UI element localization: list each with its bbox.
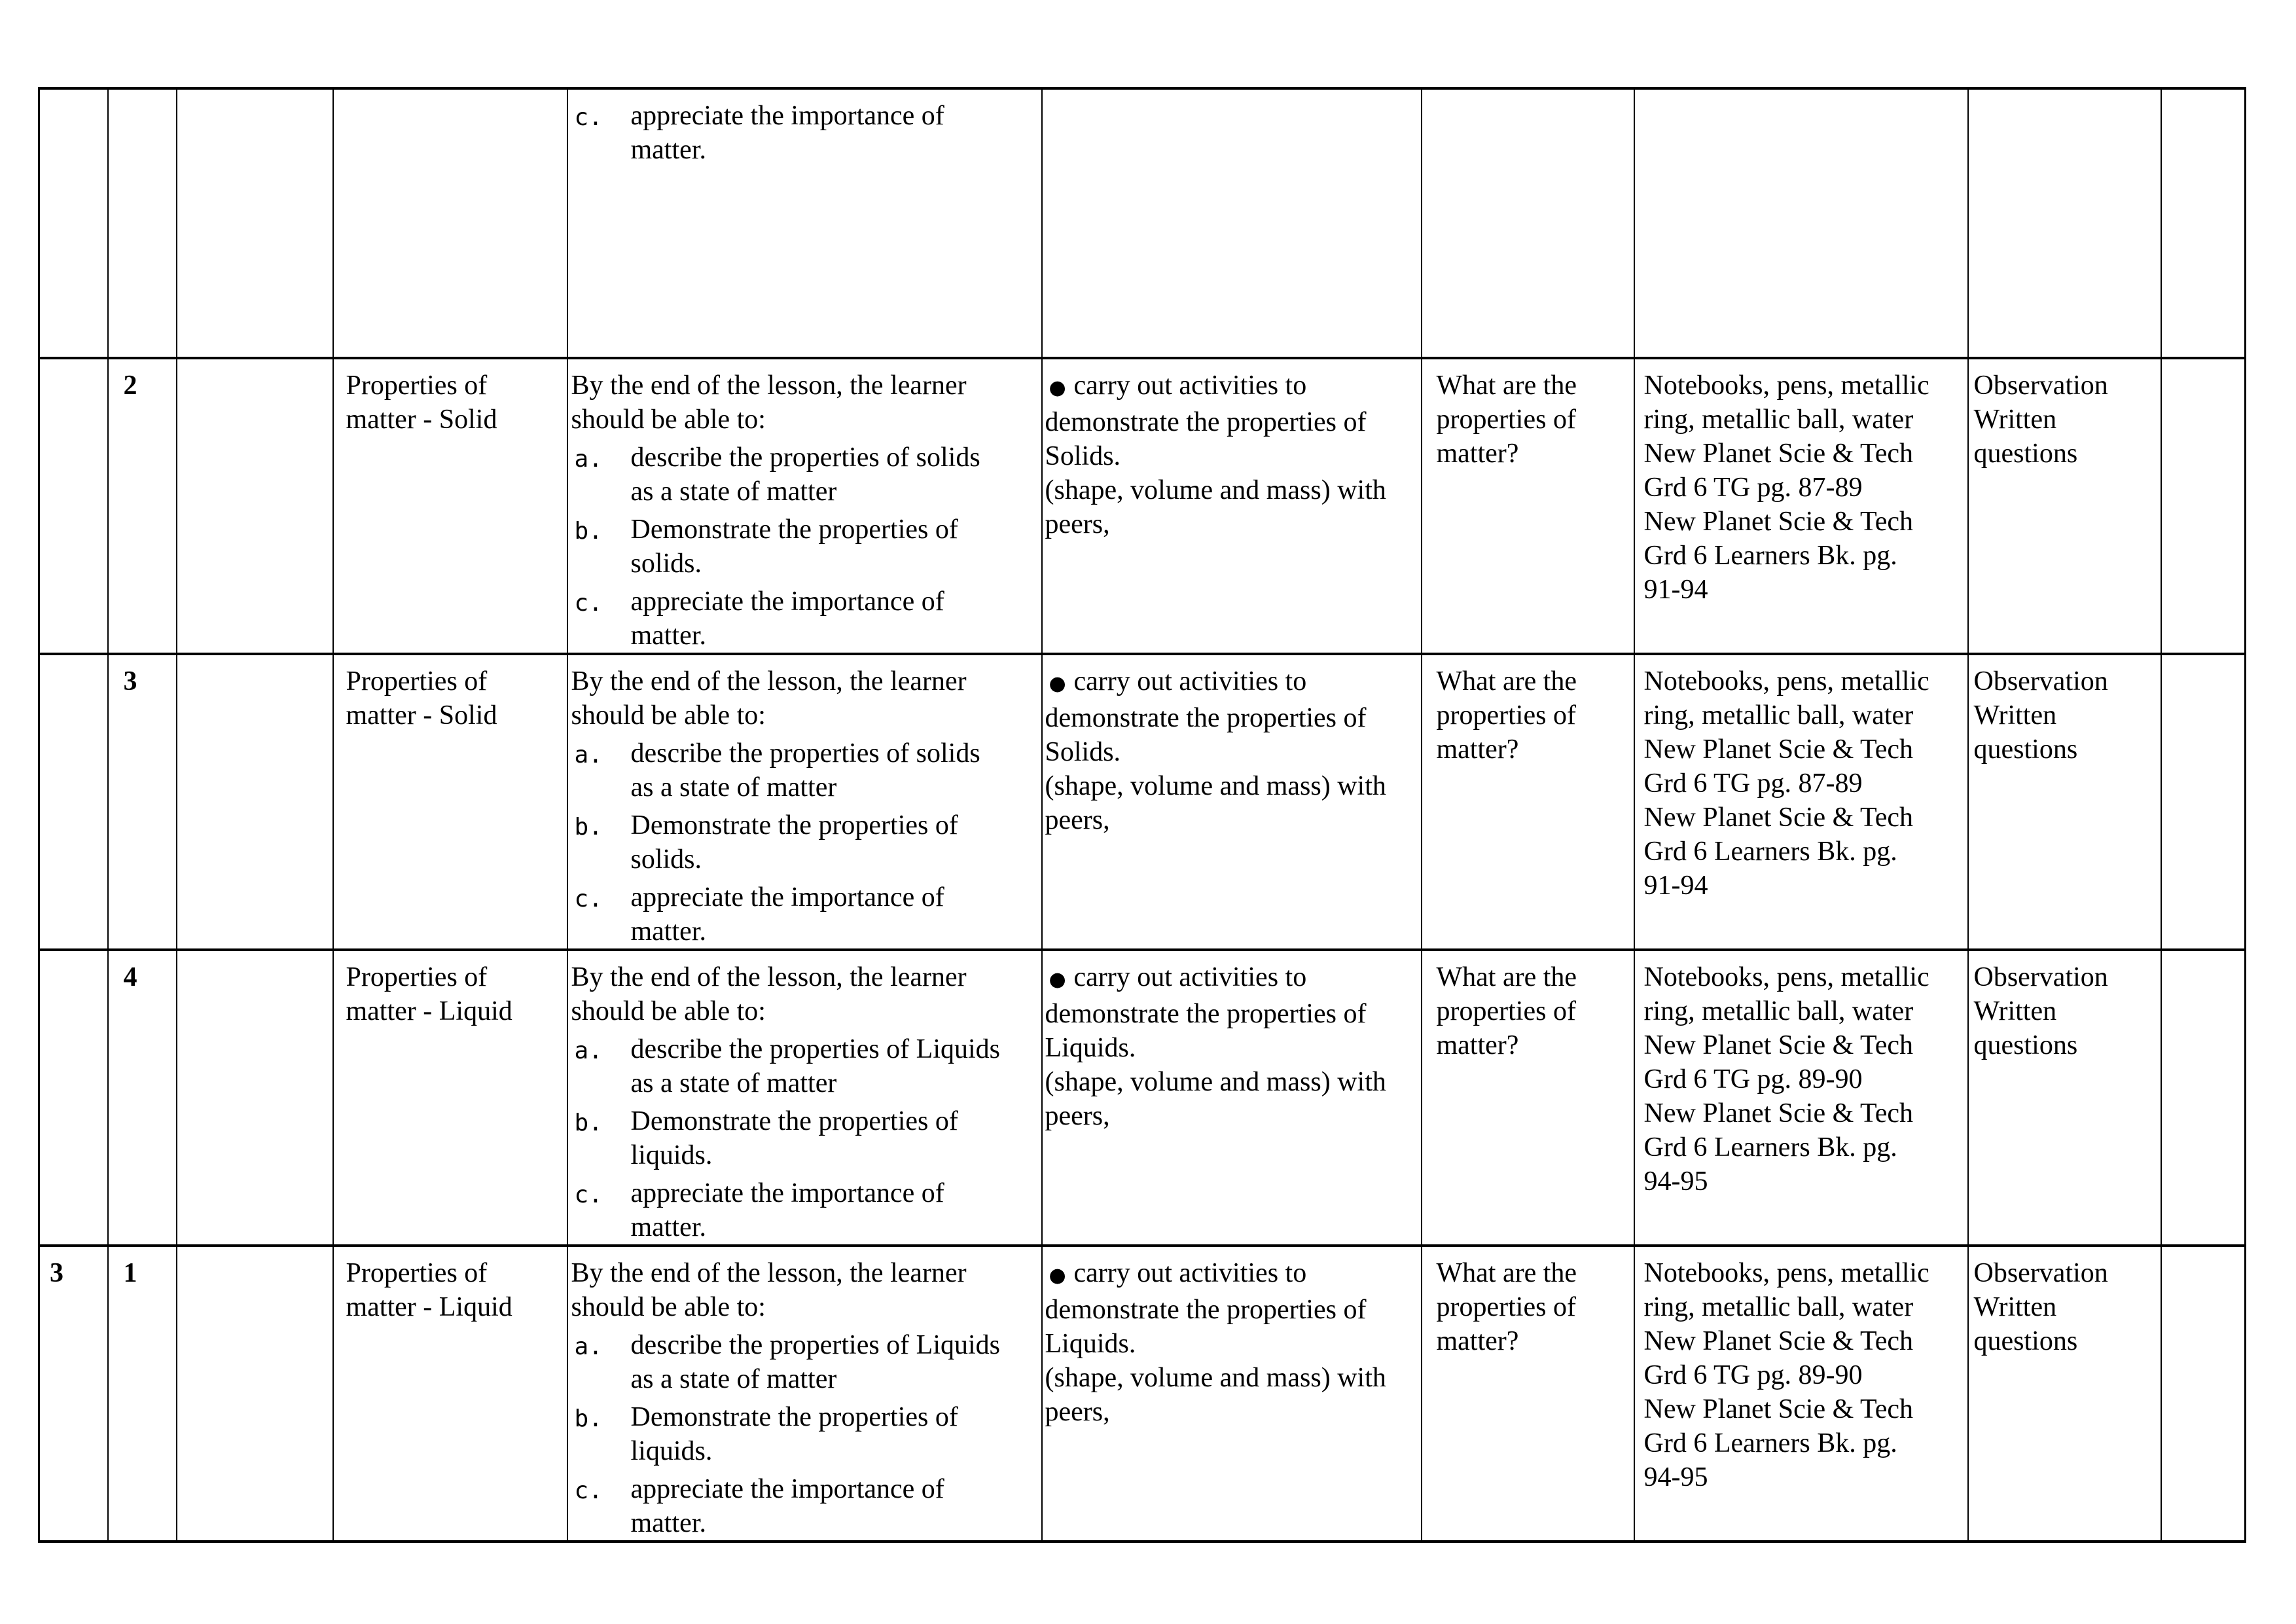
text-line: demonstrate the properties of	[1045, 999, 1367, 1029]
text-line: New Planet Scie & Tech	[1643, 1098, 1914, 1128]
table-row	[39, 950, 2246, 1246]
list-marker: c.	[574, 1477, 603, 1504]
table-row	[39, 1246, 2246, 1542]
text-line: questions	[1973, 734, 2078, 765]
activities-cell	[1042, 1246, 1422, 1542]
resources-cell	[1634, 358, 1968, 654]
objective-list-item	[571, 99, 1040, 167]
remarks-cell	[2161, 1246, 2246, 1542]
text-line: Notebooks, pens, metallic	[1643, 370, 1929, 401]
lesson-cell	[108, 358, 177, 654]
text-line: matter - Solid	[346, 405, 497, 435]
text-line: Observation	[1973, 962, 2108, 992]
text-line: New Planet Scie & Tech	[1643, 1326, 1914, 1356]
text-line: matter?	[1436, 1326, 1519, 1356]
text-line: as a state of matter	[630, 772, 837, 803]
bullet-icon: ●	[1049, 672, 1066, 695]
list-marker: b.	[574, 518, 603, 545]
table-row	[39, 654, 2246, 950]
assessment-cell	[1968, 358, 2161, 654]
text-line: Grd 6 TG pg. 87-89	[1643, 768, 1863, 799]
blank-cell	[177, 1246, 333, 1542]
text-line: solids.	[630, 844, 702, 875]
activities-cell	[1042, 654, 1422, 950]
remarks-cell	[2161, 88, 2246, 358]
activity-paragraph	[1045, 769, 1420, 837]
objective-list-item	[571, 1176, 1040, 1244]
text-line: Written	[1973, 700, 2057, 731]
text-line: properties of	[1436, 405, 1576, 435]
text-line: Solids.	[1045, 737, 1121, 767]
text-line: Written	[1973, 405, 2057, 435]
text-line: should be able to:	[571, 996, 766, 1026]
text-line: Notebooks, pens, metallic	[1643, 1258, 1929, 1288]
text-line: Grd 6 Learners Bk. pg.	[1643, 541, 1897, 571]
text-line: New Planet Scie & Tech	[1643, 439, 1914, 469]
resources-cell	[1634, 1246, 1968, 1542]
text-line: should be able to:	[571, 1292, 766, 1322]
text-line: Demonstrate the properties of	[630, 810, 958, 840]
scheme-of-work-table	[38, 87, 2246, 1543]
text-line: Grd 6 Learners Bk. pg.	[1643, 837, 1897, 867]
text-line: describe the properties of Liquids	[630, 1330, 1000, 1360]
objective-intro	[571, 369, 1040, 437]
text-line: Observation	[1973, 1258, 2108, 1288]
remarks-cell	[2161, 654, 2246, 950]
text-line: matter?	[1436, 439, 1519, 469]
text-line: New Planet Scie & Tech	[1643, 1030, 1914, 1060]
topic-cell	[333, 358, 567, 654]
text-line: By the end of the lesson, the learner	[571, 1258, 967, 1288]
activities-cell	[1042, 358, 1422, 654]
text-line: Written	[1973, 1292, 2057, 1322]
text-line: matter.	[630, 135, 706, 165]
assessment-cell	[1968, 88, 2161, 358]
text-line: Grd 6 TG pg. 89-90	[1643, 1064, 1863, 1094]
list-marker: c.	[574, 1182, 603, 1208]
lesson-cell	[108, 1246, 177, 1542]
text-line: Observation	[1973, 666, 2108, 696]
text-line: Demonstrate the properties of	[630, 1106, 958, 1136]
text-line: matter - Liquid	[346, 996, 512, 1026]
bullet-line	[1045, 369, 1420, 405]
objective-intro	[571, 664, 1040, 732]
lesson-cell	[108, 950, 177, 1246]
topic-cell	[333, 88, 567, 358]
text-line: carry out activities to	[1073, 666, 1307, 696]
text-line: matter.	[630, 1212, 706, 1242]
text-line: properties of	[1436, 996, 1576, 1026]
objective-list-item	[571, 1400, 1040, 1468]
lesson-cell	[108, 654, 177, 950]
text-line: ring, metallic ball, water	[1643, 405, 1914, 435]
text-line: Grd 6 Learners Bk. pg.	[1643, 1428, 1897, 1458]
objective-list-item	[571, 1472, 1040, 1540]
text-line: New Planet Scie & Tech	[1643, 1394, 1914, 1424]
text-line: ring, metallic ball, water	[1643, 700, 1914, 731]
text-line: What are the	[1436, 1258, 1577, 1288]
topic-cell	[333, 1246, 567, 1542]
text-line: matter?	[1436, 734, 1519, 765]
blank-cell	[177, 950, 333, 1246]
text-line: matter.	[630, 1508, 706, 1538]
text-line: 94-95	[1643, 1462, 1708, 1492]
text-line: By the end of the lesson, the learner	[571, 370, 967, 401]
objective-list-item	[571, 808, 1040, 876]
text-line: New Planet Scie & Tech	[1643, 803, 1914, 833]
list-marker: a.	[574, 1333, 603, 1360]
bullet-icon: ●	[1049, 968, 1066, 991]
lesson-cell	[108, 88, 177, 358]
text-line: liquids.	[630, 1140, 713, 1170]
list-marker: a.	[574, 446, 603, 473]
text-line: Solids.	[1045, 441, 1121, 471]
text-line: Properties of	[346, 1258, 488, 1288]
resources-cell	[1634, 88, 1968, 358]
text-line: peers,	[1045, 805, 1110, 835]
text-line: By the end of the lesson, the learner	[571, 962, 967, 992]
activities-cell	[1042, 950, 1422, 1246]
text-line: 91-94	[1643, 871, 1708, 901]
text-line: What are the	[1436, 666, 1577, 696]
text-line: appreciate the importance of	[630, 1178, 944, 1208]
text-line: as a state of matter	[630, 1068, 837, 1098]
text-line: Grd 6 TG pg. 87-89	[1643, 473, 1863, 503]
objectives-cell	[567, 654, 1042, 950]
activities-cell	[1042, 88, 1422, 358]
objective-list-item	[571, 736, 1040, 804]
activity-paragraph	[1045, 369, 1420, 473]
week-cell	[39, 1246, 108, 1542]
text-line: matter.	[630, 621, 706, 651]
text-line: demonstrate the properties of	[1045, 703, 1367, 733]
week-cell	[39, 358, 108, 654]
text-line: properties of	[1436, 700, 1576, 731]
text-line: Properties of	[346, 370, 488, 401]
text-line: 2	[123, 370, 137, 401]
week-cell	[39, 654, 108, 950]
objective-list-item	[571, 1032, 1040, 1100]
text-line: describe the properties of solids	[630, 738, 980, 768]
text-line: questions	[1973, 1030, 2078, 1060]
text-line: as a state of matter	[630, 1364, 837, 1394]
text-line: Demonstrate the properties of	[630, 1402, 958, 1432]
resources-cell	[1634, 950, 1968, 1246]
key-question-cell	[1422, 1246, 1634, 1542]
objective-list-item	[571, 585, 1040, 653]
list-marker: c.	[574, 886, 603, 912]
text-line: describe the properties of Liquids	[630, 1034, 1000, 1064]
text-line: Written	[1973, 996, 2057, 1026]
activity-paragraph	[1045, 473, 1420, 541]
text-line: appreciate the importance of	[630, 586, 944, 617]
text-line: demonstrate the properties of	[1045, 407, 1367, 437]
list-marker: c.	[574, 590, 603, 617]
key-question-cell	[1422, 88, 1634, 358]
objectives-cell	[567, 1246, 1042, 1542]
text-line: Demonstrate the properties of	[630, 514, 958, 545]
bullet-line	[1045, 1256, 1420, 1293]
activity-paragraph	[1045, 960, 1420, 1065]
text-line: peers,	[1045, 1101, 1110, 1131]
text-line: solids.	[630, 549, 702, 579]
text-line: ring, metallic ball, water	[1643, 996, 1914, 1026]
text-line: carry out activities to	[1073, 1258, 1307, 1288]
text-line: properties of	[1436, 1292, 1576, 1322]
blank-cell	[177, 88, 333, 358]
text-line: Grd 6 Learners Bk. pg.	[1643, 1132, 1897, 1163]
text-line: matter - Liquid	[346, 1292, 512, 1322]
key-question-cell	[1422, 358, 1634, 654]
resources-cell	[1634, 654, 1968, 950]
objective-list-item	[571, 880, 1040, 948]
text-line: ring, metallic ball, water	[1643, 1292, 1914, 1322]
text-line: should be able to:	[571, 700, 766, 731]
text-line: (shape, volume and mass) with	[1045, 771, 1386, 801]
blank-cell	[177, 358, 333, 654]
list-marker: b.	[574, 1405, 603, 1432]
list-marker: b.	[574, 1110, 603, 1136]
assessment-cell	[1968, 950, 2161, 1246]
list-marker: b.	[574, 814, 603, 840]
text-line: demonstrate the properties of	[1045, 1295, 1367, 1325]
assessment-cell	[1968, 654, 2161, 950]
list-marker: a.	[574, 1038, 603, 1064]
bullet-icon: ●	[1049, 376, 1066, 399]
text-line: Observation	[1973, 370, 2108, 401]
table-row	[39, 358, 2246, 654]
text-line: (shape, volume and mass) with	[1045, 1363, 1386, 1393]
activity-paragraph	[1045, 1361, 1420, 1429]
text-line: 1	[123, 1258, 137, 1288]
text-line: What are the	[1436, 962, 1577, 992]
text-line: peers,	[1045, 1397, 1110, 1427]
objective-intro	[571, 1256, 1040, 1324]
text-line: as a state of matter	[630, 477, 837, 507]
text-line: appreciate the importance of	[630, 1474, 944, 1504]
objectives-cell	[567, 950, 1042, 1246]
key-question-cell	[1422, 950, 1634, 1246]
activity-paragraph	[1045, 1065, 1420, 1133]
week-cell	[39, 88, 108, 358]
text-line: 94-95	[1643, 1166, 1708, 1197]
text-line: peers,	[1045, 509, 1110, 539]
text-line: Grd 6 TG pg. 89-90	[1643, 1360, 1863, 1390]
text-line: matter - Solid	[346, 700, 497, 731]
objective-list-item	[571, 1104, 1040, 1172]
blank-cell	[177, 654, 333, 950]
topic-cell	[333, 950, 567, 1246]
list-marker: c.	[574, 104, 603, 131]
activity-paragraph	[1045, 664, 1420, 769]
text-line: 4	[123, 962, 137, 992]
table-row	[39, 88, 2246, 358]
text-line: 3	[123, 666, 137, 696]
text-line: should be able to:	[571, 405, 766, 435]
remarks-cell	[2161, 950, 2246, 1246]
objective-intro	[571, 960, 1040, 1028]
week-cell	[39, 950, 108, 1246]
bullet-icon: ●	[1049, 1264, 1066, 1287]
key-question-cell	[1422, 654, 1634, 950]
text-line: What are the	[1436, 370, 1577, 401]
text-line: Properties of	[346, 962, 488, 992]
bullet-line	[1045, 664, 1420, 701]
text-line: 3	[50, 1258, 63, 1288]
objective-list-item	[571, 513, 1040, 581]
text-line: liquids.	[630, 1436, 713, 1466]
text-line: Properties of	[346, 666, 488, 696]
bullet-line	[1045, 960, 1420, 997]
text-line: Notebooks, pens, metallic	[1643, 962, 1929, 992]
text-line: (shape, volume and mass) with	[1045, 1067, 1386, 1097]
activity-paragraph	[1045, 1256, 1420, 1361]
list-marker: a.	[574, 742, 603, 768]
objective-list-item	[571, 1328, 1040, 1396]
text-line: matter.	[630, 916, 706, 947]
text-line: matter?	[1436, 1030, 1519, 1060]
objective-list-item	[571, 441, 1040, 509]
topic-cell	[333, 654, 567, 950]
text-line: appreciate the importance of	[630, 101, 944, 131]
text-line: 91-94	[1643, 575, 1708, 605]
text-line: carry out activities to	[1073, 962, 1307, 992]
text-line: appreciate the importance of	[630, 882, 944, 912]
objectives-cell	[567, 358, 1042, 654]
text-line: questions	[1973, 1326, 2078, 1356]
text-line: Liquids.	[1045, 1033, 1136, 1063]
objectives-cell	[567, 88, 1042, 358]
text-line: questions	[1973, 439, 2078, 469]
text-line: By the end of the lesson, the learner	[571, 666, 967, 696]
text-line: carry out activities to	[1073, 370, 1307, 401]
text-line: describe the properties of solids	[630, 442, 980, 473]
text-line: (shape, volume and mass) with	[1045, 475, 1386, 505]
remarks-cell	[2161, 358, 2246, 654]
text-line: Liquids.	[1045, 1329, 1136, 1359]
text-line: Notebooks, pens, metallic	[1643, 666, 1929, 696]
text-line: New Planet Scie & Tech	[1643, 507, 1914, 537]
text-line: New Planet Scie & Tech	[1643, 734, 1914, 765]
assessment-cell	[1968, 1246, 2161, 1542]
